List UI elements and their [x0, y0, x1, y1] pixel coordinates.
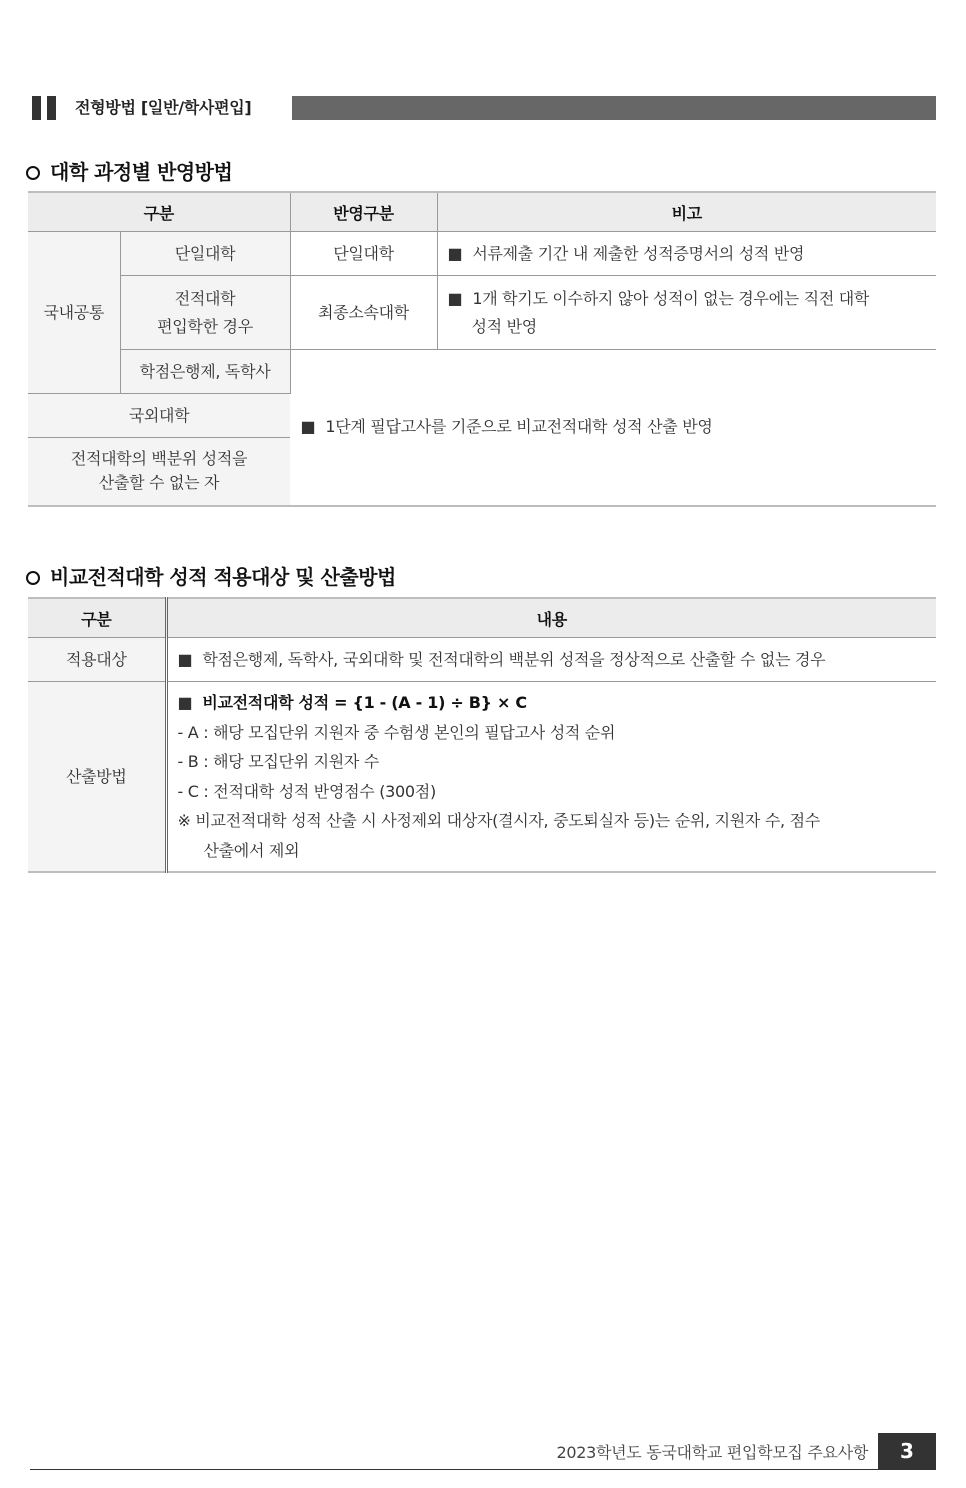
page-number: 3 — [878, 1433, 936, 1469]
note-line2: 산출에서 제외 — [203, 840, 300, 860]
header-remarks: 비고 — [437, 192, 936, 232]
table-row — [28, 682, 936, 873]
table-row — [28, 232, 936, 276]
no-percentile-line2: 산출할 수 없는 자 — [98, 473, 220, 493]
header-marker-icon — [32, 96, 41, 120]
single-univ-cell: 단일대학 — [120, 232, 290, 276]
formula-a-line: - A : 해당 모집단위 지원자 중 수험생 본인의 필답고사 성적 순위 — [177, 722, 616, 742]
table-row — [28, 350, 936, 394]
foreign-univ-cell: 국외대학 — [28, 394, 290, 438]
university-method-table — [28, 191, 936, 507]
single-univ-note-cell — [437, 232, 936, 276]
method-label-cell: 산출방법 — [28, 682, 166, 873]
method-content-cell — [166, 682, 936, 873]
header-marker-icon — [47, 96, 56, 120]
section1-title-text: 대학 과정별 반영방법 — [50, 160, 233, 184]
no-percentile-cell — [28, 438, 290, 506]
table-header-row — [28, 598, 936, 638]
transfer-univ-line2: 편입학한 경우 — [157, 316, 253, 336]
header-category: 구분 — [28, 598, 166, 638]
header-fill-bar — [292, 96, 936, 120]
table-row — [28, 276, 936, 350]
common-note-cell — [290, 350, 936, 506]
table-header-row — [28, 192, 936, 232]
bullet-icon: ■ — [447, 243, 463, 263]
common-note: 1단계 필답고사를 기준으로 비교전적대학 성적 산출 반영 — [325, 417, 713, 437]
table-row — [28, 638, 936, 682]
bullet-icon: ■ — [447, 288, 463, 308]
transfer-univ-line1: 전적대학 — [174, 288, 236, 308]
section2-title-text: 비교전적대학 성적 적용대상 및 산출방법 — [50, 565, 396, 589]
header-reflect-type: 반영구분 — [290, 192, 437, 232]
comparison-score-table — [28, 597, 936, 873]
note-line1: ※ 비교전적대학 성적 산출 시 사정제외 대상자(결시자, 중도퇴실자 등)는 순위, 지원자 수, 점수 — [177, 811, 820, 830]
circle-icon — [26, 166, 40, 180]
bullet-icon: ■ — [300, 417, 316, 437]
section-header-bar — [30, 96, 936, 120]
transfer-note-line2: 성적 반영 — [471, 316, 537, 336]
header-title: 전형방법 [일반/학사편입] — [75, 98, 252, 117]
formula-text: 비교전적대학 성적 = {1 - (A - 1) ÷ B} × C — [202, 693, 527, 712]
domestic-cell: 국내공통 — [28, 232, 120, 394]
header-content: 내용 — [166, 598, 936, 638]
single-univ-note: 서류제출 기간 내 제출한 성적증명서의 성적 반영 — [472, 243, 805, 263]
target-text-cell — [166, 638, 936, 682]
section1-title — [26, 158, 232, 186]
header-category: 구분 — [28, 192, 290, 232]
single-univ-type-cell: 단일대학 — [290, 232, 437, 276]
section2-title — [26, 563, 396, 591]
final-univ-cell: 최종소속대학 — [290, 276, 437, 350]
bullet-icon: ■ — [177, 649, 193, 669]
circle-icon — [26, 571, 40, 585]
target-label-cell: 적용대상 — [28, 638, 166, 682]
page-footer — [30, 1433, 936, 1470]
bullet-icon: ■ — [177, 693, 193, 712]
formula-b-line: - B : 해당 모집단위 지원자 수 — [177, 752, 380, 771]
transfer-note-line1: 1개 학기도 이수하지 않아 성적이 없는 경우에는 직전 대학 — [472, 288, 870, 308]
transfer-univ-cell — [120, 276, 290, 350]
footer-text: 2023학년도 동국대학교 편입학모집 주요사항 — [556, 1443, 868, 1462]
no-percentile-line1: 전적대학의 백분위 성적을 — [70, 449, 248, 469]
transfer-note-cell — [437, 276, 936, 350]
credit-bank-cell: 학점은행제, 독학사 — [120, 350, 290, 394]
target-text: 학점은행제, 독학사, 국외대학 및 전적대학의 백분위 성적을 정상적으로 산출할 수 없는 경우 — [202, 649, 826, 669]
formula-c-line: - C : 전적대학 성적 반영점수 (300점) — [177, 781, 436, 801]
